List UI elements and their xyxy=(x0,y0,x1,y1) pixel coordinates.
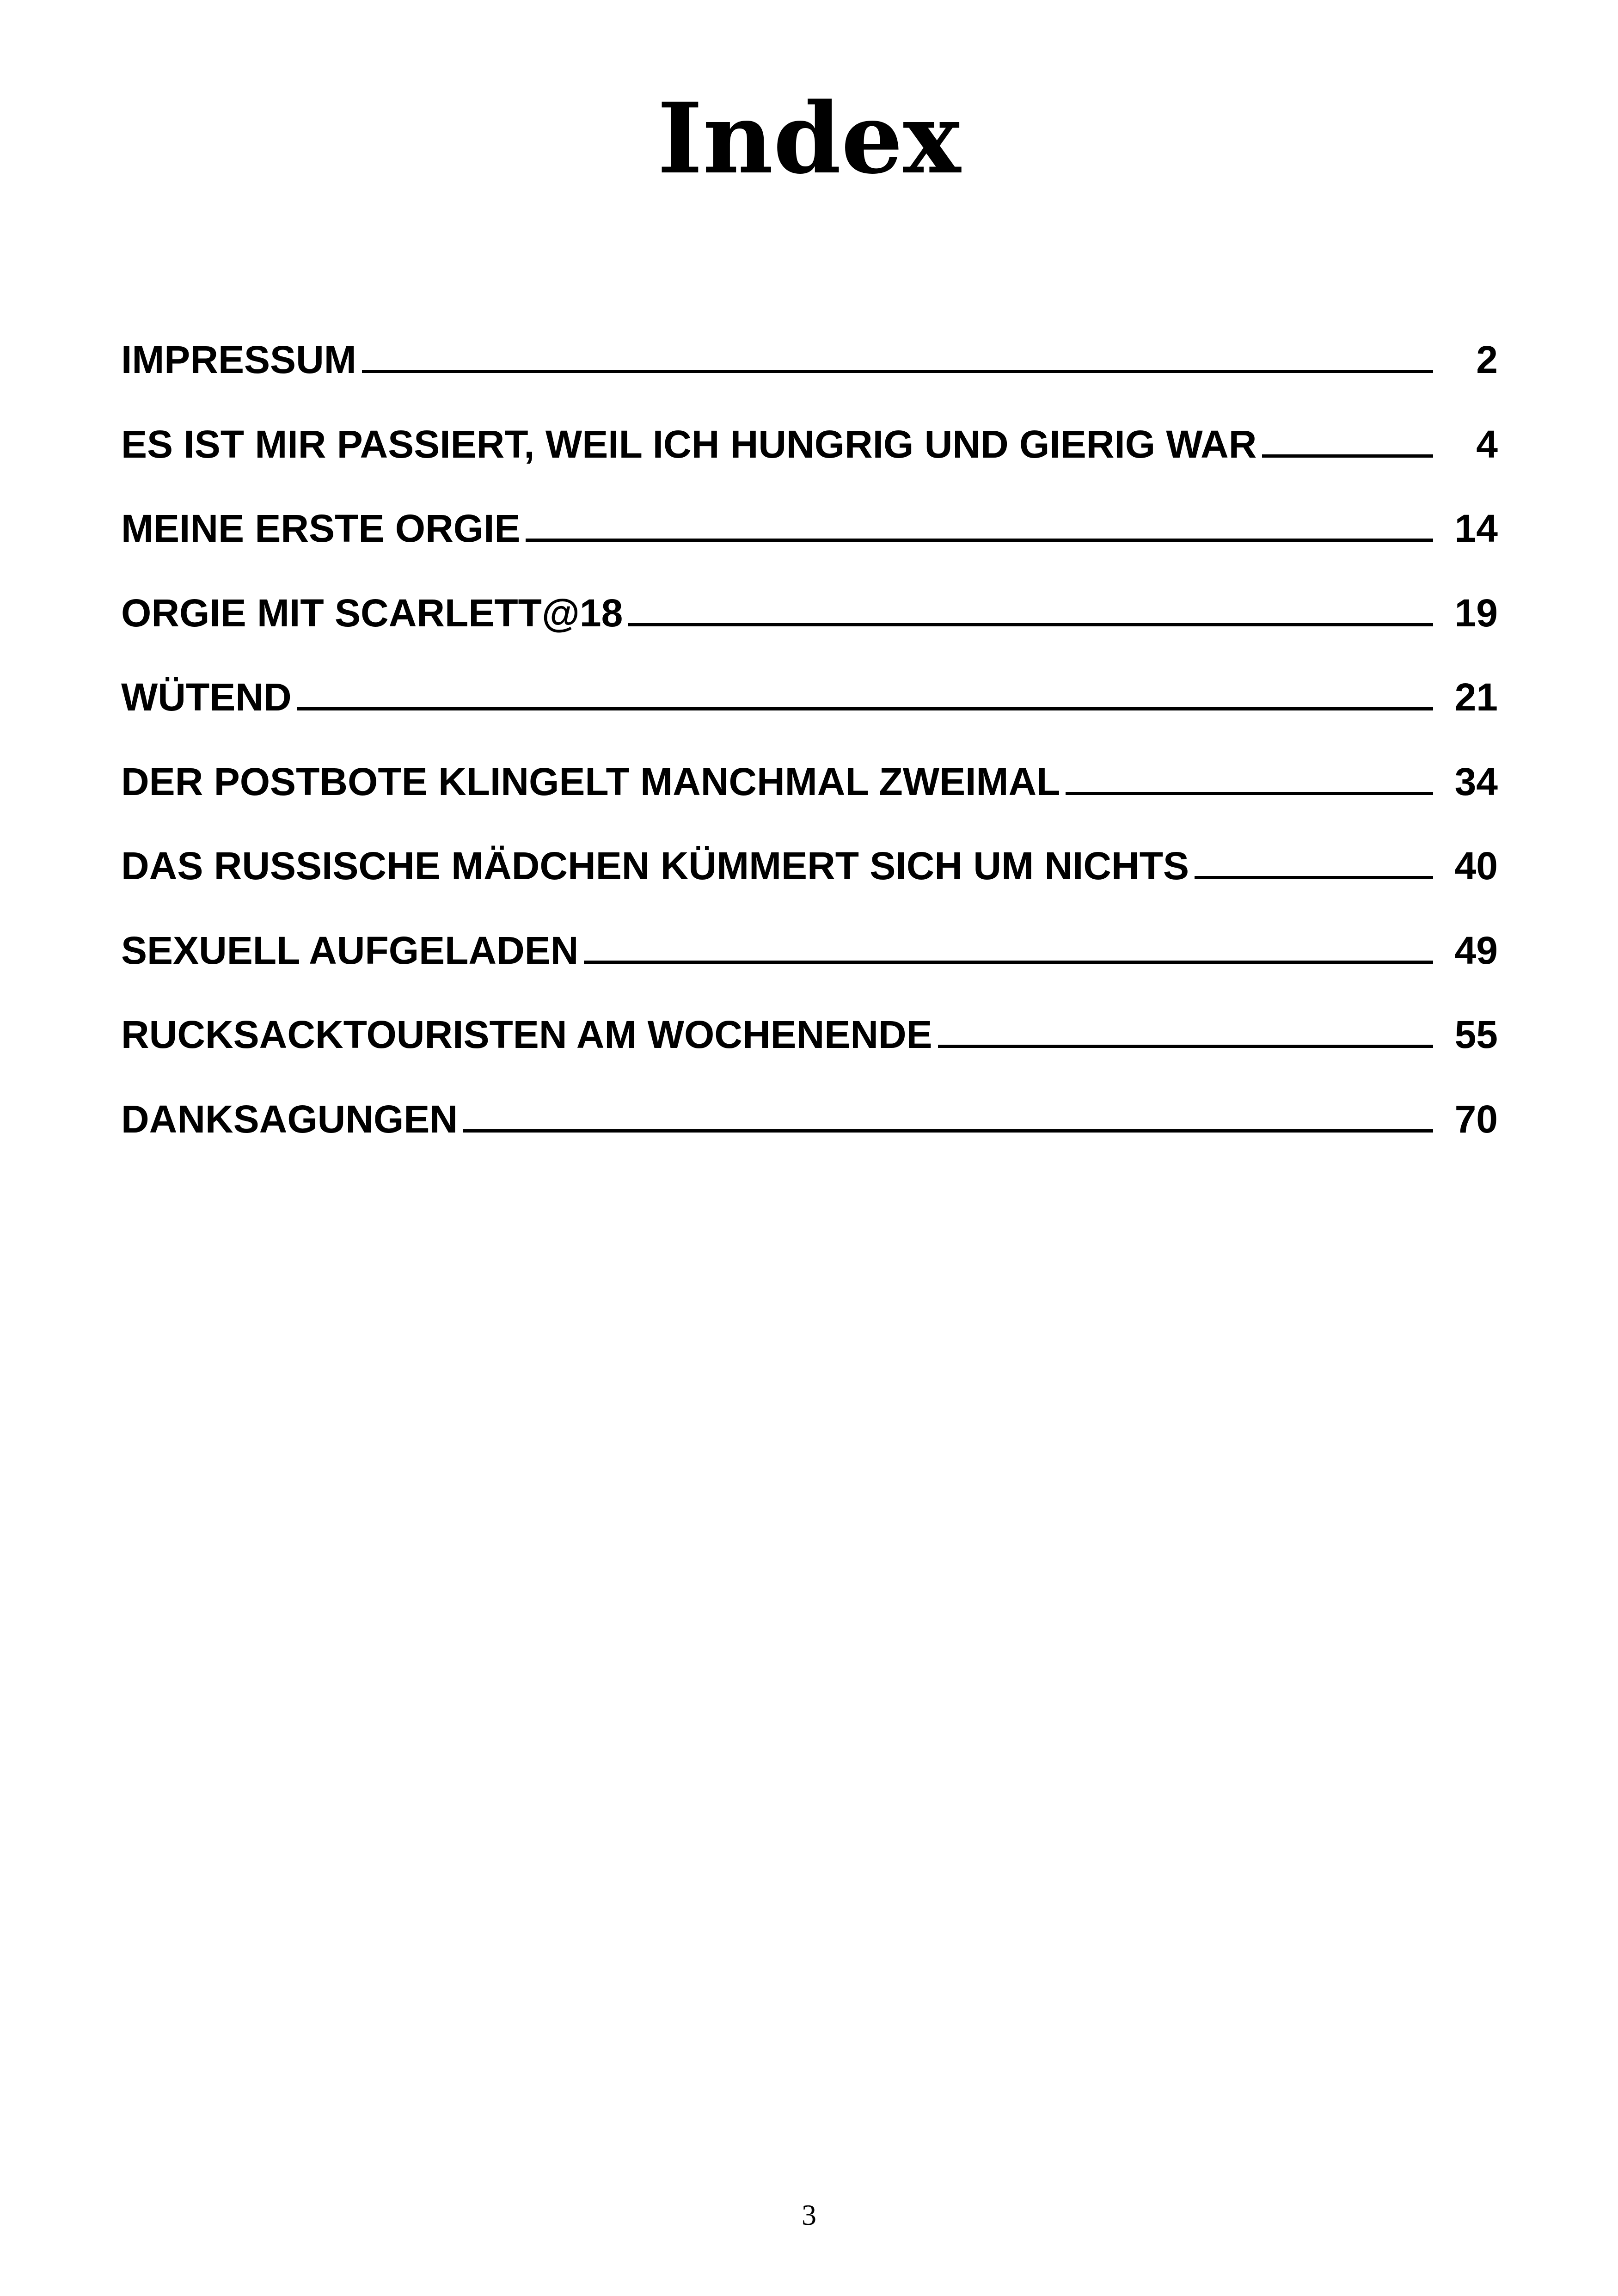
toc-entry-title: SEXUELL AUFGELADEN xyxy=(121,928,579,972)
toc-entry-title: WÜTEND xyxy=(121,675,292,719)
toc-entry-das-russische-maedchen[interactable] xyxy=(121,838,1498,923)
toc-entry-es-ist-mir-passiert[interactable] xyxy=(121,416,1498,501)
toc-entry-page: 55 xyxy=(1454,1013,1498,1056)
toc-entry-page: 4 xyxy=(1476,422,1498,466)
toc-entry-title: ORGIE MIT SCARLETT@18 xyxy=(121,591,623,635)
toc-entry-title: MEINE ERSTE ORGIE xyxy=(121,507,521,550)
toc-leader-line xyxy=(938,1045,1433,1048)
toc-entry-danksagungen[interactable] xyxy=(121,1091,1498,1176)
toc-leader-line xyxy=(526,539,1433,542)
toc-leader-line xyxy=(584,961,1433,964)
toc-entry-page: 49 xyxy=(1454,928,1498,972)
table-of-contents xyxy=(121,332,1498,1176)
toc-entry-wuetend[interactable] xyxy=(121,669,1498,754)
toc-leader-line xyxy=(463,1129,1433,1133)
toc-entry-orgie-mit-scarlett[interactable] xyxy=(121,585,1498,670)
toc-leader-line xyxy=(1262,454,1433,458)
page-number: 3 xyxy=(802,2198,816,2231)
toc-entry-title: DER POSTBOTE KLINGELT MANCHMAL ZWEIMAL xyxy=(121,759,1060,803)
toc-entry-impressum[interactable] xyxy=(121,332,1498,416)
toc-entry-title: RUCKSACKTOURISTEN AM WOCHENENDE xyxy=(121,1013,932,1056)
toc-entry-sexuell-aufgeladen[interactable] xyxy=(121,923,1498,1007)
toc-entry-page: 2 xyxy=(1476,338,1498,381)
toc-leader-line xyxy=(628,623,1433,626)
toc-leader-line xyxy=(362,370,1433,373)
toc-leader-line xyxy=(297,707,1433,710)
toc-entry-page: 14 xyxy=(1454,507,1498,550)
toc-leader-line xyxy=(1066,792,1433,795)
toc-entry-title: ES IST MIR PASSIERT, WEIL ICH HUNGRIG UND GIERIG WAR xyxy=(121,422,1257,466)
toc-entry-der-postbote[interactable] xyxy=(121,754,1498,839)
page-title: Index xyxy=(657,81,961,196)
toc-entry-title: IMPRESSUM xyxy=(121,338,356,381)
toc-entry-title: DAS RUSSISCHE MÄDCHEN KÜMMERT SICH UM NICHTS xyxy=(121,844,1189,888)
toc-entry-title: DANKSAGUNGEN xyxy=(121,1097,458,1141)
toc-leader-line xyxy=(1195,876,1433,879)
toc-entry-page: 21 xyxy=(1454,675,1498,719)
toc-entry-page: 70 xyxy=(1454,1097,1498,1141)
toc-entry-rucksacktouristen[interactable] xyxy=(121,1007,1498,1091)
toc-entry-page: 19 xyxy=(1454,591,1498,635)
toc-entry-page: 40 xyxy=(1454,844,1498,888)
toc-entry-page: 34 xyxy=(1454,759,1498,803)
toc-entry-meine-erste-orgie[interactable] xyxy=(121,501,1498,585)
